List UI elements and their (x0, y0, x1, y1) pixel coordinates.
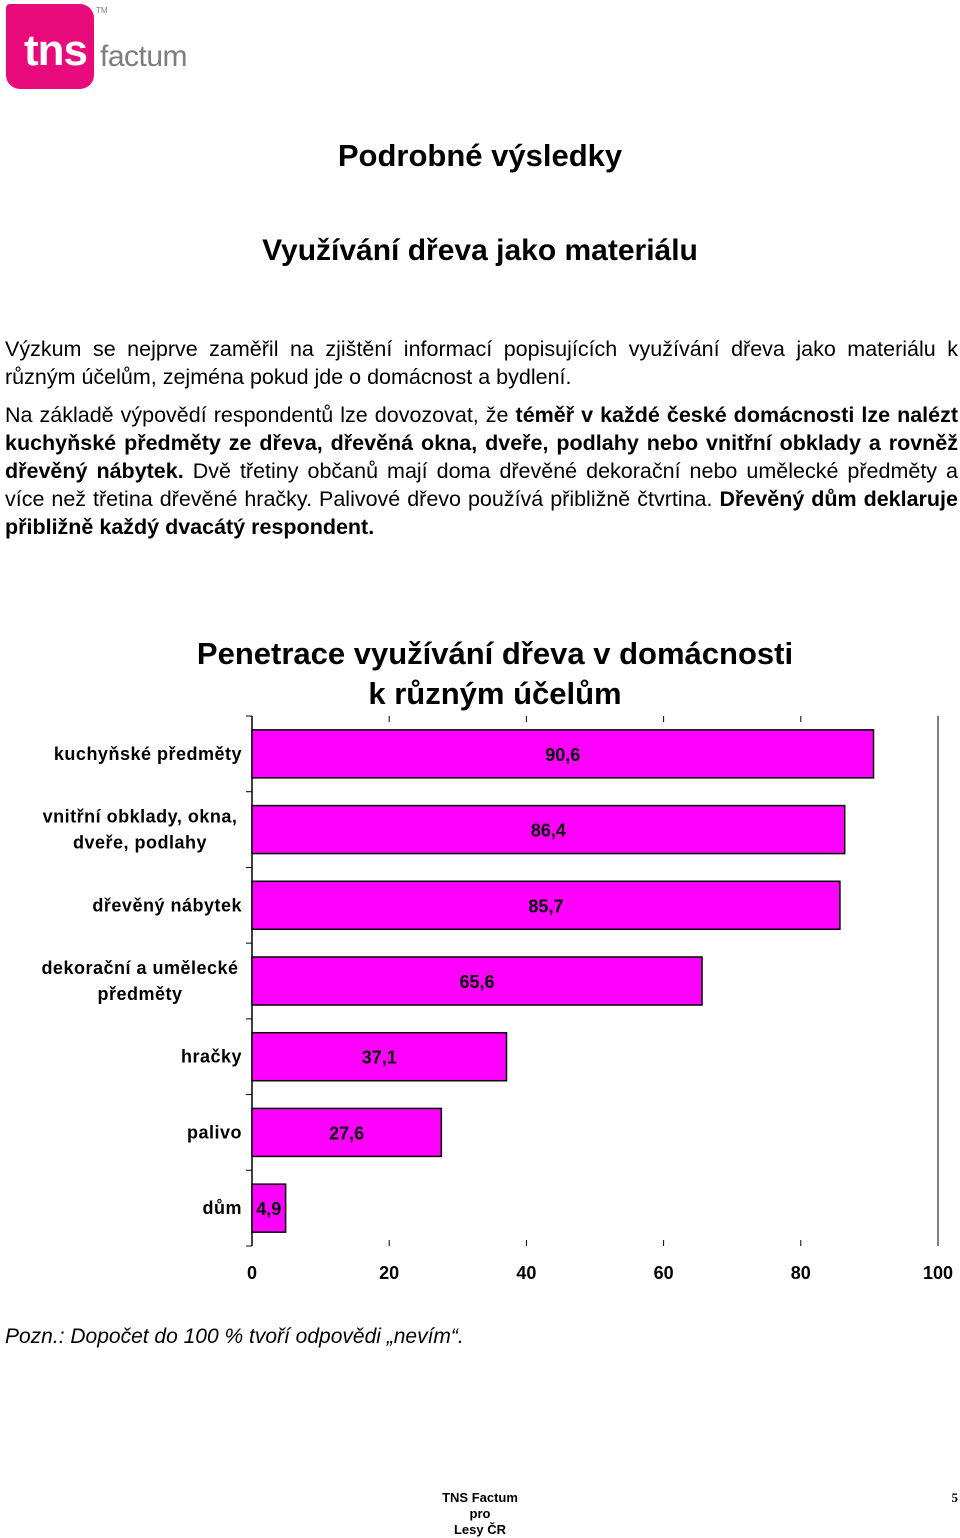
x-tick-label: 20 (379, 1263, 400, 1283)
bar-chart (0, 700, 960, 1300)
intro-paragraph: Výzkum se nejprve zaměřil na zjištění informací popisujících využívání dřeva jako materiálu k různým účelům, zejména pokud jde o domácnost a bydlení. (5, 337, 958, 389)
findings-text-4-bold: Dřevěný dům deklaruje přibližně každý dvacátý respondent. (5, 487, 958, 539)
category-label: dům (202, 1198, 242, 1219)
chart-title-line-1: Penetrace využívání dřeva v domácnosti (196, 636, 794, 671)
footer-line-1: TNS Factum (442, 1490, 518, 1505)
bar-value-label: 27,6 (329, 1123, 365, 1144)
bar-value-label: 90,6 (545, 744, 581, 765)
x-tick-label: 60 (653, 1263, 674, 1283)
findings-paragraph (5, 401, 958, 541)
footer-line-3: Lesy ČR (453, 1522, 507, 1537)
bar-value-label: 37,1 (361, 1047, 397, 1068)
x-tick-label: 80 (790, 1263, 811, 1283)
chart-title-line-2: k různým účelům (368, 676, 622, 711)
x-tick-label: 100 (922, 1263, 954, 1283)
category-label: dveře, podlahy (72, 832, 208, 853)
footer-line-2: pro (469, 1506, 491, 1521)
footnote: Pozn.: Dopočet do 100 % tvoří odpovědi „nevím“. (5, 1325, 464, 1348)
category-label: dekorační a umělecké (41, 958, 239, 978)
logo-brand-text: tns (24, 26, 87, 75)
category-label: hračky (180, 1046, 242, 1067)
page-number: 5 (951, 1490, 958, 1505)
page-title: Podrobné výsledky (337, 138, 623, 173)
findings-text-3: Dvě třetiny občanů mají doma dřevěné dekorační nebo umělecké předměty a více než třetina dřevěné hračky. Palivové dřevo používá přibližně čtvrtina. (5, 459, 958, 511)
bar-value-label: 65,6 (459, 972, 495, 992)
category-label: vnitřní obklady, okna, (42, 806, 238, 827)
footer (380, 1490, 580, 1538)
section-title: Využívání dřeva jako materiálu (262, 234, 698, 267)
tns-factum-logo (6, 4, 188, 90)
x-tick-label: 0 (246, 1263, 258, 1283)
category-label: dřevěný nábytek (92, 895, 242, 916)
bar-value-label: 85,7 (528, 896, 564, 917)
logo-name-text: factum (100, 40, 188, 73)
category-label: palivo (186, 1122, 242, 1143)
findings-text-1: Na základě výpovědí respondentů lze dovozovat, že (5, 403, 516, 427)
findings-text-2-bold: téměř v každé české domácnosti lze nalézt kuchyňské předměty ze dřeva, dřevěná okna, dveře, podlahy nebo vnitřní obklady a rovněž dřevěný nábytek. (5, 403, 958, 483)
category-label: předměty (97, 984, 183, 1004)
bar-value-label: 86,4 (530, 820, 566, 841)
x-tick-label: 40 (516, 1263, 537, 1283)
bar-value-label: 4,9 (256, 1199, 282, 1220)
logo-trademark: TM (96, 6, 108, 15)
category-label: kuchyňské předměty (53, 743, 242, 764)
